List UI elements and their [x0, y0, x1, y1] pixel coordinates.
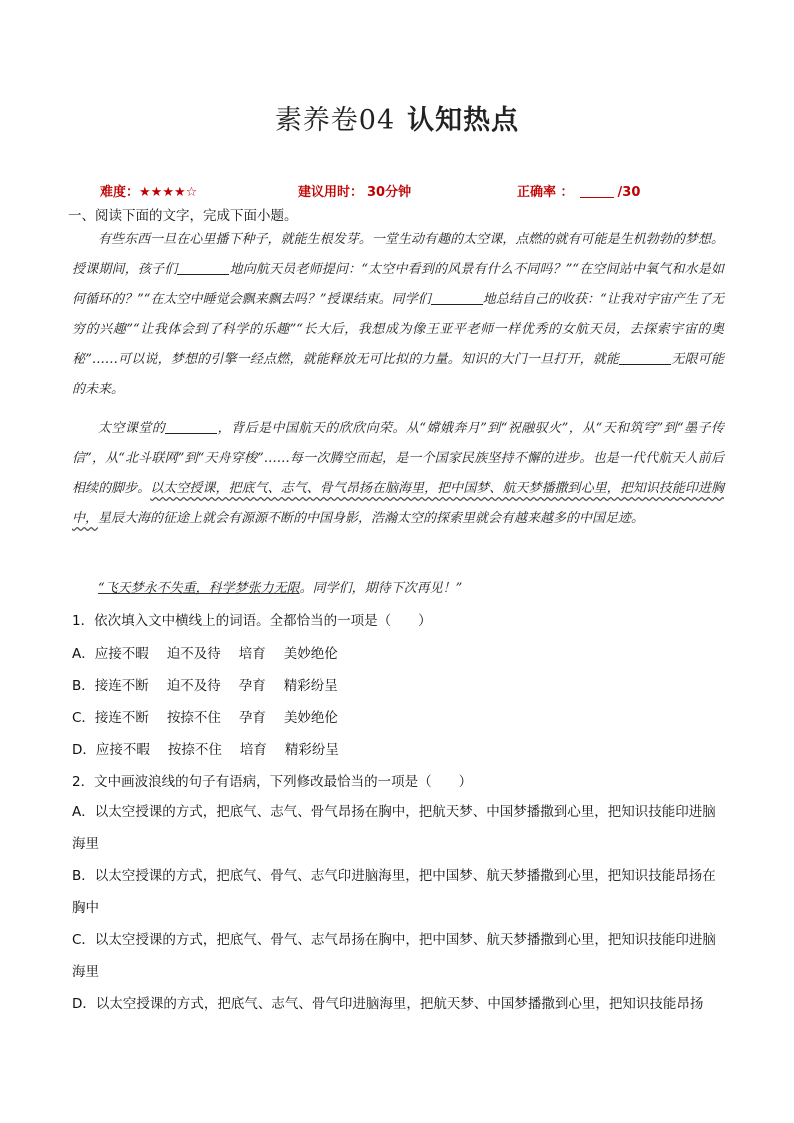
q2-option-c[interactable]: C．以太空授课的方式，把底气、骨气、志气昂扬在胸中，把中国梦、航天梦播撒到心里，把知识技能印进脑海里: [72, 932, 716, 980]
question-1-stem: 1．依次填入文中横线上的词语。全都恰当的一项是（ ）: [72, 613, 432, 629]
time-label: 建议用时：: [298, 185, 364, 200]
title-main: 素养卷04: [274, 105, 396, 136]
q1-option-a[interactable]: [72, 642, 728, 662]
page-title: [0, 98, 794, 137]
difficulty-stars: ★★★★☆: [139, 185, 198, 200]
wavy-underlined-sentence: 以太空授课，把底气、志气、骨气昂扬在脑海里，把中国梦、航天梦播撒到心里，把知识技能印进胸中，: [72, 481, 724, 526]
option-word: 迫不及待: [166, 646, 221, 662]
accuracy-label: 正确率 ：: [517, 185, 574, 200]
passage-text: 无限可能的未来。: [72, 352, 724, 397]
difficulty-meta: [100, 181, 197, 200]
fill-blank-4[interactable]: [165, 419, 217, 434]
passage-paragraph-3: [72, 574, 724, 604]
option-word: D．应接不暇: [72, 742, 150, 758]
section-title: 一、阅读下面的文字，完成下面小题。: [68, 208, 298, 224]
option-word: 培育: [239, 742, 267, 758]
underlined-quote: “飞天梦永不失重，科学梦张力无限: [98, 581, 300, 596]
accuracy-total: /30: [617, 185, 641, 200]
passage-text: 。同学们，期待下次再见！”: [299, 581, 463, 596]
option-word: 孕育: [238, 710, 266, 726]
q2-option-b[interactable]: B．以太空授课的方式，把底气、骨气、志气印进脑海里，把中国梦、航天梦播撒到心里，把知识技能昂扬在胸中: [72, 868, 716, 916]
passage-paragraph-1: [72, 225, 724, 405]
option-word: 迫不及待: [166, 678, 221, 694]
option-word: A．应接不暇: [72, 646, 149, 662]
q1-option-b[interactable]: [72, 674, 728, 694]
passage-text: 星辰大海的征途上就会有源源不断的中国身影，浩瀚太空的探索里就会有越来越多的中国足迹。: [98, 511, 645, 526]
option-word: 培育: [238, 646, 266, 662]
time-value: 30分钟: [367, 185, 412, 200]
q2-option-a[interactable]: A．以太空授课的方式，把底气、志气、骨气昂扬在胸中，把航天梦、中国梦播撒到心里，把知识技能印进脑海里: [72, 804, 716, 852]
option-word: B．接连不断: [72, 678, 149, 694]
option-word: 美妙绝伦: [283, 646, 338, 662]
passage-text: ，背后是中国航天的欣欣向荣。从“嫦娥奔月”到“祝融驭火”，从“天和筑穹”到“墨子传信”，从“北斗联网”到“天舟穿梭”……每一次腾空而起，是一个国家民族坚持不懈的进步。也是一代代航天人前后相续的脚步。: [72, 421, 724, 496]
passage-text: 地总结自己的收获：“让我对宇宙产生了无穷的兴趣”“让我体会到了科学的乐趣”“长大后，我想成为像王亚平老师一样优秀的女航天员，去探索宇宙的奥秘”……可以说，梦想的引擎一经点燃，就能释放无可比拟的力量。知识的大门一旦打开，就能: [72, 292, 724, 367]
question-2-stem: 2．文中画波浪线的句子有语病，下列修改最恰当的一项是（ ）: [72, 774, 473, 790]
option-word: 按捺不住: [166, 710, 221, 726]
passage-text: 有些东西一旦在心里播下种子，就能生根发芽。一堂生动有趣的太空课，点燃的就有可能是生机勃勃的梦想。授课期间，孩子们: [72, 232, 724, 277]
passage-paragraph-2: [72, 414, 724, 534]
option-word: 精彩纷呈: [284, 742, 339, 758]
q1-option-c[interactable]: [72, 706, 728, 726]
accuracy-blank[interactable]: [580, 185, 614, 198]
option-word: 美妙绝伦: [283, 710, 338, 726]
option-word: 精彩纷呈: [283, 678, 338, 694]
option-word: 孕育: [238, 678, 266, 694]
title-sub: 认知热点: [407, 105, 520, 136]
difficulty-label: 难度：: [100, 185, 140, 200]
passage-text: 地向航天员老师提问：“太空中看到的风景有什么不同吗？”“在空间站中氧气和水是如何循环的？”“在太空中睡觉会飘来飘去吗？”授课结束。同学们: [72, 262, 724, 307]
option-word: 按捺不住: [167, 742, 222, 758]
option-word: C．接连不断: [72, 710, 149, 726]
accuracy-meta: [517, 181, 640, 200]
q2-option-d[interactable]: D．以太空授课的方式，把底气、志气、骨气印进脑海里，把航天梦、中国梦播撒到心里，把知识技能昂扬: [72, 996, 704, 1012]
time-meta: [298, 181, 411, 200]
fill-blank-1[interactable]: [177, 260, 229, 275]
passage-text: 太空课堂的: [98, 421, 166, 436]
fill-blank-3[interactable]: [619, 350, 671, 365]
fill-blank-2[interactable]: [431, 290, 483, 305]
q1-option-d[interactable]: [72, 738, 728, 758]
